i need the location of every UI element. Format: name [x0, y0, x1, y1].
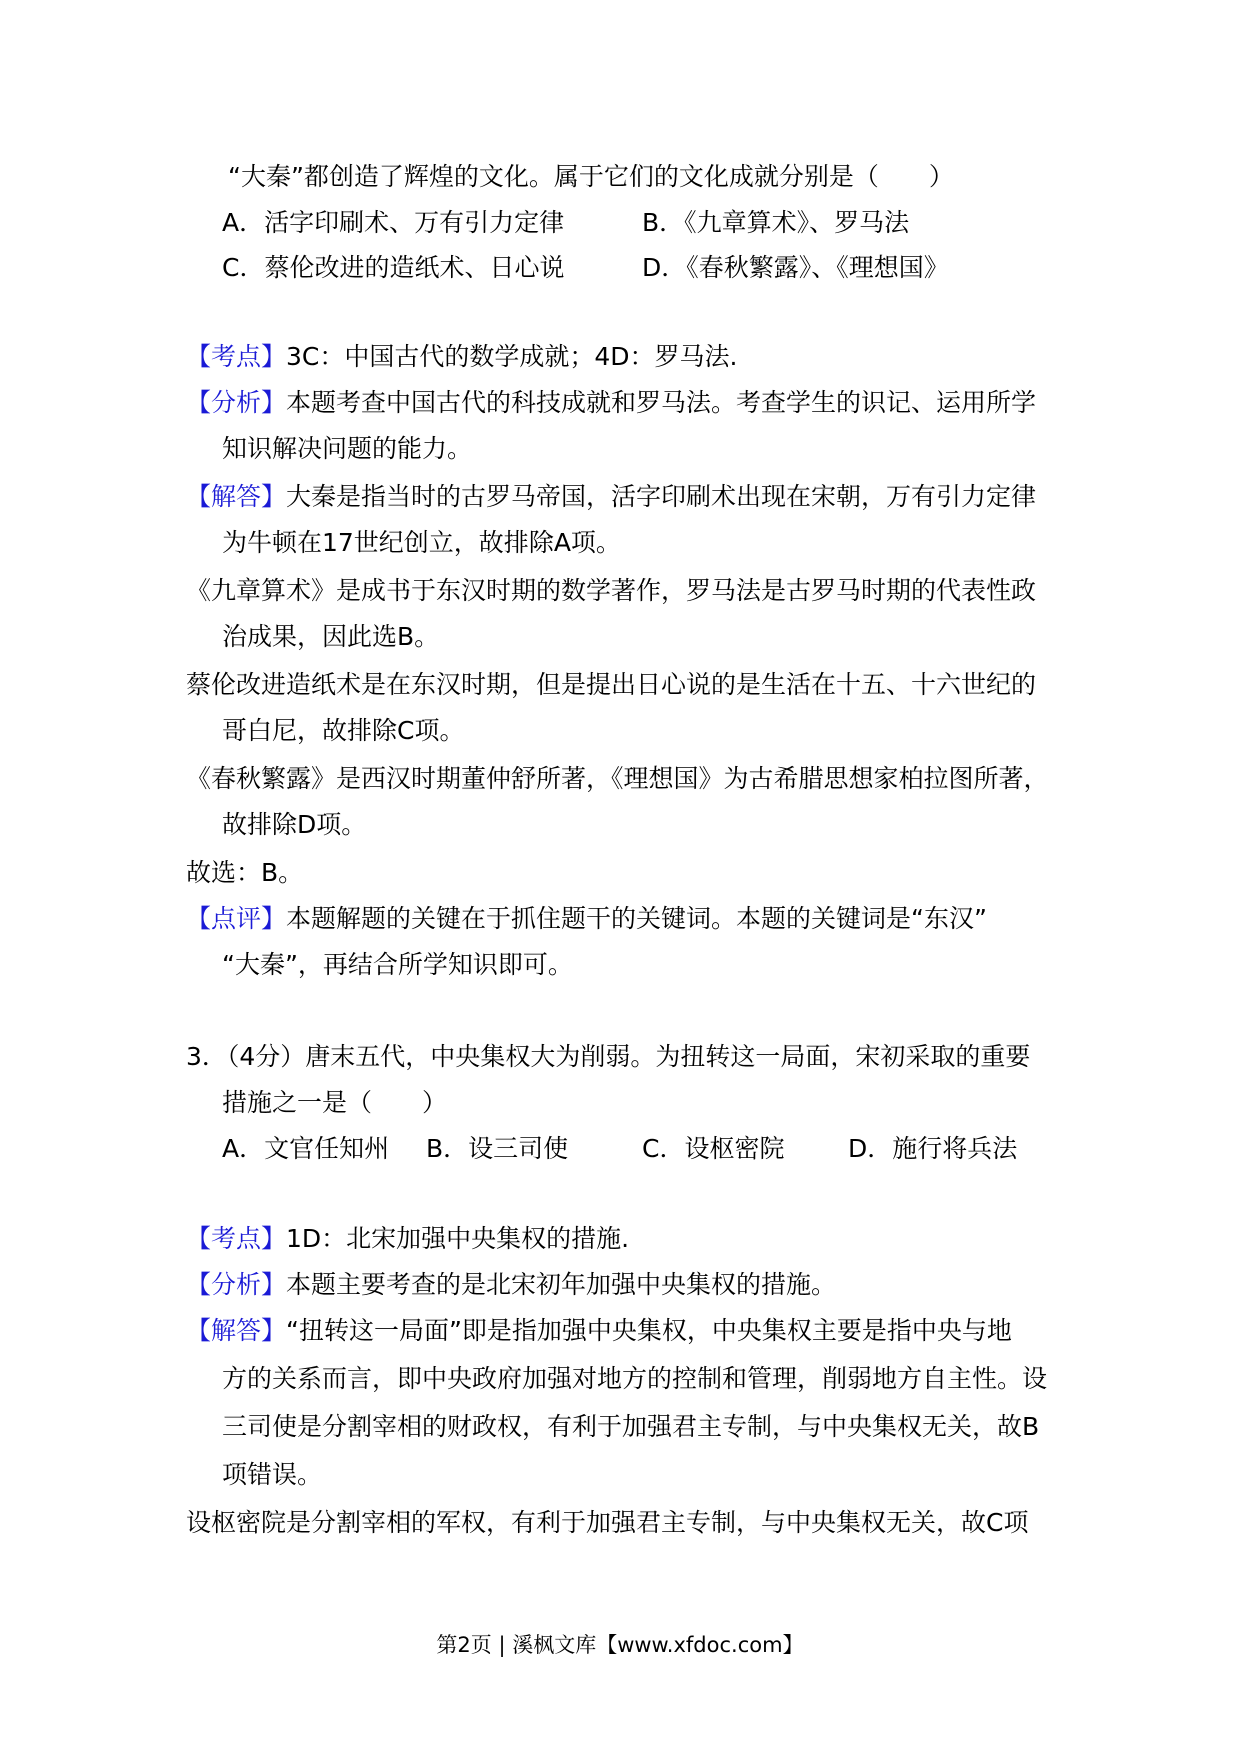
kaodian-text: 3C：中国古代的数学成就；4D：罗马法.: [286, 342, 738, 371]
q3-option-b: B．设三司使: [426, 1134, 569, 1163]
q3-option-d: D．施行将兵法: [848, 1134, 1018, 1163]
q2-dianping-line2: “大秦”，再结合所学知识即可。: [222, 950, 573, 979]
q2-para-b-1: 《九章算术》是成书于东汉时期的数学著作，罗马法是古罗马时期的代表性政: [186, 576, 1037, 605]
dianping-text: 本题解题的关键在于抓住题干的关键词。本题的关键词是“东汉”: [286, 904, 987, 933]
q3-kaodian: [186, 1222, 629, 1256]
q2-para-d-1: 《春秋繁露》是西汉时期董仲舒所著，《理想国》为古希腊思想家柏拉图所著，: [186, 764, 1049, 793]
jieda-tag: 【解答】: [186, 1316, 287, 1345]
q2-fenxi-line2: 知识解决问题的能力。: [222, 434, 473, 463]
q3-jieda-line4: 项错误。: [222, 1460, 323, 1489]
q2-option-b: B．《九章算术》、罗马法: [642, 208, 910, 237]
q3-stem-2: 措施之一是（ ）: [222, 1088, 448, 1117]
q2-para-c-1: 蔡伦改进造纸术是在东汉时期，但是提出日心说的是生活在十五、十六世纪的: [186, 670, 1037, 699]
fenxi-text: 本题主要考查的是北宋初年加强中央集权的措施。: [286, 1270, 837, 1299]
q2-option-a: A．活字印刷术、万有引力定律: [222, 208, 565, 237]
kaodian-tag: 【考点】: [186, 1224, 287, 1253]
dianping-tag: 【点评】: [186, 904, 287, 933]
q3-option-c: C．设枢密院: [642, 1134, 785, 1163]
fenxi-tag: 【分析】: [186, 1270, 287, 1299]
q2-stem-tail: “大秦”都创造了辉煌的文化。属于它们的文化成就分别是（ ）: [228, 162, 954, 191]
kaodian-text: 1D：北宋加强中央集权的措施.: [286, 1224, 630, 1253]
fenxi-tag: 【分析】: [186, 388, 287, 417]
q2-para-c-2: 哥白尼，故排除C项。: [222, 716, 465, 745]
jieda-text: “扭转这一局面”即是指加强中央集权，中央集权主要是指中央与地: [286, 1316, 1012, 1345]
q2-option-d: D．《春秋繁露》、《理想国》: [642, 253, 949, 282]
q2-option-c: C．蔡伦改进的造纸术、日心说: [222, 253, 565, 282]
q2-jieda: [186, 480, 1036, 514]
q3-fenxi: [186, 1268, 836, 1302]
q3-para-c: 设枢密院是分割宰相的军权，有利于加强君主专制，与中央集权无关，故C项: [186, 1508, 1029, 1537]
q2-para-b-2: 治成果，因此选B。: [222, 622, 440, 651]
q3-stem-1: 3．（4分）唐末五代，中央集权大为削弱。为扭转这一局面，宋初采取的重要: [186, 1042, 1031, 1071]
q2-answer: 故选：B。: [186, 858, 304, 887]
q2-jieda-line2: 为牛顿在17世纪创立，故排除A项。: [222, 528, 621, 557]
jieda-tag: 【解答】: [186, 482, 287, 511]
page-footer: 第2页 | 溪枫文库【www.xfdoc.com】: [436, 1633, 804, 1657]
q3-jieda-line2: 方的关系而言，即中央政府加强对地方的控制和管理，削弱地方自主性。设: [222, 1364, 1048, 1393]
q2-fenxi: [186, 386, 1036, 420]
q3-jieda-line3: 三司使是分割宰相的财政权，有利于加强君主专制，与中央集权无关，故B: [222, 1412, 1040, 1441]
jieda-text: 大秦是指当时的古罗马帝国，活字印刷术出现在宋朝，万有引力定律: [286, 482, 1037, 511]
q2-para-d-2: 故排除D项。: [222, 810, 367, 839]
q2-kaodian: [186, 340, 737, 374]
q2-dianping: [186, 902, 987, 936]
kaodian-tag: 【考点】: [186, 342, 287, 371]
q3-jieda: [186, 1314, 1012, 1348]
q3-option-a: A．文官任知州: [222, 1134, 390, 1163]
fenxi-text: 本题考查中国古代的科技成就和罗马法。考查学生的识记、运用所学: [286, 388, 1037, 417]
